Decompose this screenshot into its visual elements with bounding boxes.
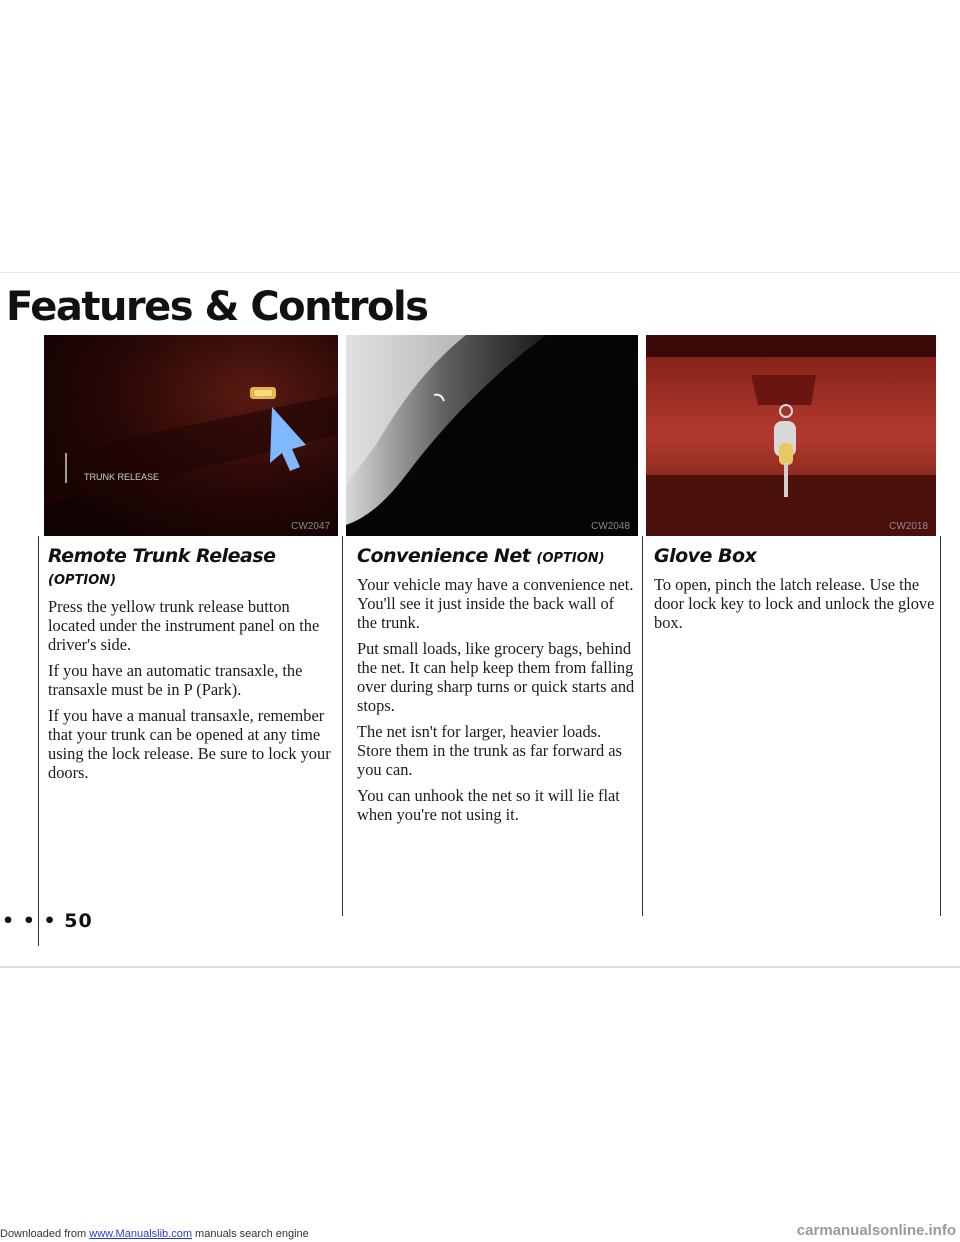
trunk-release-photo-caption: TRUNK RELEASE bbox=[84, 472, 160, 482]
photo-code-1: CW2047 bbox=[291, 521, 330, 532]
column-rule-edge bbox=[940, 536, 941, 916]
manualslib-link[interactable]: www.Manualslib.com bbox=[89, 1228, 192, 1240]
paragraph: If you have an automatic transaxle, the transaxle must be in P (Park). bbox=[48, 661, 303, 699]
section-heading: Convenience Net (OPTION) bbox=[357, 545, 605, 567]
column-rule-right bbox=[642, 536, 643, 916]
bottom-rule bbox=[0, 966, 960, 968]
section-remote-trunk-release bbox=[48, 545, 338, 789]
paragraph: You can unhook the net so it will lie flat when you're not using it. bbox=[357, 786, 620, 824]
page-number: • • • 50 bbox=[2, 910, 93, 932]
column-rule-left bbox=[38, 536, 39, 946]
paragraph: Your vehicle may have a convenience net. You'll see it just inside the back wall of the trunk. bbox=[357, 575, 634, 632]
top-rule bbox=[0, 272, 960, 273]
paragraph: To open, pinch the latch release. Use the door lock key to lock and unlock the glove box. bbox=[654, 575, 935, 632]
page-title: Features & Controls bbox=[6, 284, 428, 330]
paragraph: The net isn't for larger, heavier loads. Store them in the trunk as far forward as you can. bbox=[357, 722, 622, 779]
paragraph: If you have a manual transaxle, remember that your trunk can be opened at any time using the lock release. Be sure to lock your doors. bbox=[48, 706, 331, 782]
convenience-net-photo bbox=[346, 335, 638, 536]
download-footer: Downloaded from www.Manualslib.com manuals search engine bbox=[0, 1228, 309, 1240]
section-convenience-net bbox=[357, 545, 637, 831]
section-heading: Remote Trunk Release (OPTION) bbox=[48, 545, 276, 588]
section-glove-box bbox=[654, 545, 936, 639]
column-rule-middle bbox=[342, 536, 343, 916]
glove-box-photo bbox=[646, 335, 936, 536]
photo-code-2: CW2048 bbox=[591, 521, 630, 532]
trunk-release-photo bbox=[44, 335, 338, 536]
paragraph: Put small loads, like grocery bags, behind the net. It can help keep them from falling over during sharp turns or quick starts and stops. bbox=[357, 639, 635, 715]
photo-code-3: CW2018 bbox=[889, 521, 928, 532]
section-heading: Glove Box bbox=[654, 545, 757, 567]
watermark: carmanualsonline.info bbox=[796, 1222, 956, 1239]
paragraph: Press the yellow trunk release button located under the instrument panel on the driver's side. bbox=[48, 597, 320, 654]
